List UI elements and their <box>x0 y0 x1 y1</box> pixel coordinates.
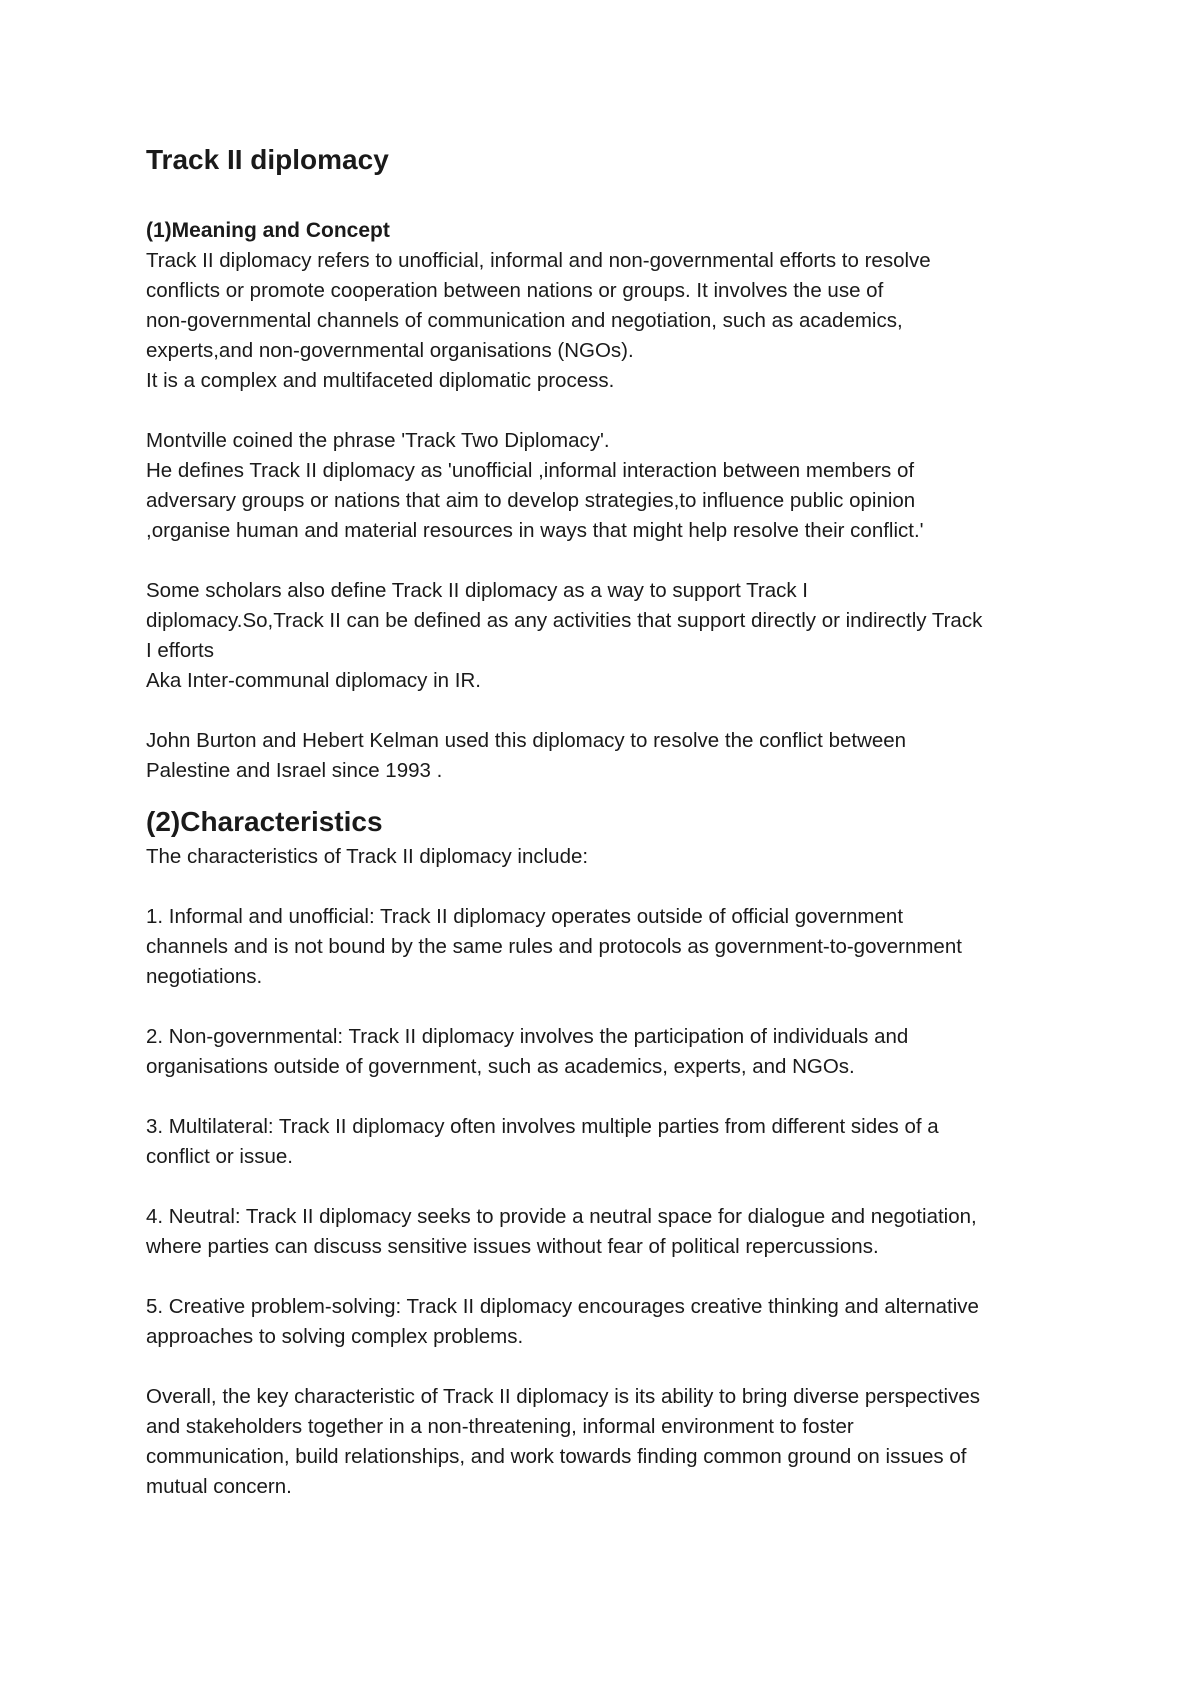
text-line: mutual concern. <box>146 1475 292 1498</box>
text-line: communication, build relationships, and work towards finding common ground on issues of <box>146 1445 967 1468</box>
paragraph-overall <box>146 1382 1076 1502</box>
list-item-neutral <box>146 1202 1076 1262</box>
characteristics-intro: The characteristics of Track II diplomacy include: <box>146 845 589 868</box>
list-item-multilateral <box>146 1112 1076 1172</box>
text-line: experts,and non-governmental organisations (NGOs). <box>146 339 634 362</box>
text-line: 1. Informal and unofficial: Track II diplomacy operates outside of official government <box>146 905 904 928</box>
text-line: channels and is not bound by the same rules and protocols as government-to-government <box>146 935 962 958</box>
list-item-informal <box>146 902 1076 992</box>
text-line: adversary groups or nations that aim to develop strategies,to influence public opinion <box>146 489 916 512</box>
text-line: It is a complex and multifaceted diplomatic process. <box>146 369 615 392</box>
text-line: I efforts <box>146 639 214 662</box>
text-line: ,organise human and material resources in ways that might help resolve their conflict.' <box>146 519 924 542</box>
text-line: 2. Non-governmental: Track II diplomacy involves the participation of individuals and <box>146 1025 909 1048</box>
text-line: Some scholars also define Track II diplomacy as a way to support Track I <box>146 579 808 602</box>
document-title: Track II diplomacy <box>146 144 389 175</box>
section-heading-meaning: (1)Meaning and Concept <box>146 219 390 242</box>
text-line: where parties can discuss sensitive issues without fear of political repercussions. <box>146 1235 879 1258</box>
document-page <box>146 140 1076 1502</box>
list-item-creative <box>146 1292 1076 1352</box>
text-line: conflict or issue. <box>146 1145 293 1168</box>
text-line: Palestine and Israel since 1993 . <box>146 759 443 782</box>
text-line: organisations outside of government, such as academics, experts, and NGOs. <box>146 1055 855 1078</box>
text-line: conflicts or promote cooperation between nations or groups. It involves the use of <box>146 279 884 302</box>
paragraph-scholars <box>146 576 1076 696</box>
text-line: John Burton and Hebert Kelman used this diplomacy to resolve the conflict between <box>146 729 907 752</box>
text-line: 5. Creative problem-solving: Track II diplomacy encourages creative thinking and alternative <box>146 1295 979 1318</box>
text-line: Montville coined the phrase 'Track Two Diplomacy'. <box>146 429 610 452</box>
text-line: negotiations. <box>146 965 263 988</box>
section-meaning <box>146 216 1076 786</box>
text-line: He defines Track II diplomacy as 'unofficial ,informal interaction between members of <box>146 459 915 482</box>
text-line: and stakeholders together in a non-threatening, informal environment to foster <box>146 1415 854 1438</box>
text-line: approaches to solving complex problems. <box>146 1325 524 1348</box>
text-line: Track II diplomacy refers to unofficial, informal and non-governmental efforts to resolve <box>146 249 931 272</box>
paragraph-montville <box>146 426 1076 546</box>
list-item-non-governmental <box>146 1022 1076 1082</box>
text-line: non-governmental channels of communication and negotiation, such as academics, <box>146 309 903 332</box>
text-line: Aka Inter-communal diplomacy in IR. <box>146 669 481 692</box>
text-line: Overall, the key characteristic of Track II diplomacy is its ability to bring diverse perspectives <box>146 1385 980 1408</box>
text-line: 3. Multilateral: Track II diplomacy often involves multiple parties from different sides of a <box>146 1115 939 1138</box>
section-heading-characteristics: (2)Characteristics <box>146 806 383 837</box>
section-characteristics <box>146 804 1076 1502</box>
text-line: 4. Neutral: Track II diplomacy seeks to provide a neutral space for dialogue and negotiation, <box>146 1205 977 1228</box>
text-line: diplomacy.So,Track II can be defined as any activities that support directly or indirectly Track <box>146 609 983 632</box>
paragraph-burton-kelman <box>146 726 1076 786</box>
paragraph-definition <box>146 246 1076 396</box>
